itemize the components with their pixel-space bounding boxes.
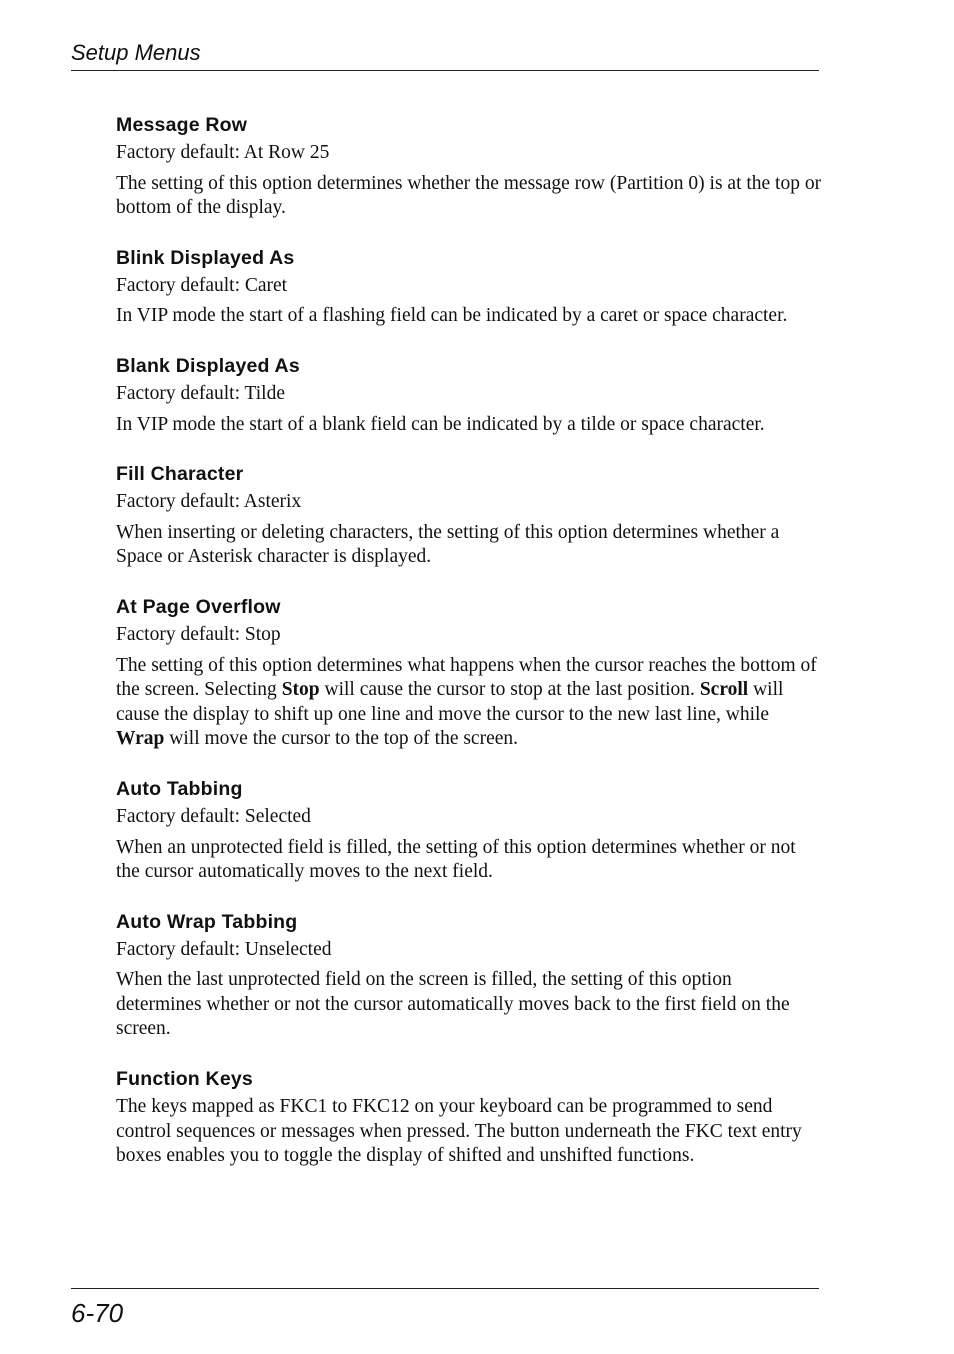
page-content <box>116 112 822 1193</box>
section-heading: Fill Character <box>116 463 244 486</box>
body-text: will cause the display to shift up one line and move the cursor to the new last line, while <box>116 679 784 725</box>
section-heading: Function Keys <box>116 1068 253 1091</box>
section-body: When an unprotected field is filled, the setting of this option determines whether or not the cursor automatically moves to the next field. <box>116 836 796 883</box>
section-heading: Message Row <box>116 114 248 136</box>
option-wrap: Wrap <box>116 728 165 750</box>
footer-rule <box>71 1288 819 1289</box>
section-body: The setting of this option determines whether the message row (Partition 0) is at the top or bottom of the display. <box>116 172 822 219</box>
section-auto-tabbing <box>116 776 822 885</box>
section-auto-wrap-tabbing <box>116 909 822 1042</box>
option-scroll: Scroll <box>699 679 749 701</box>
section-blink-displayed-as <box>116 245 822 329</box>
section-heading: Auto Wrap Tabbing <box>116 910 298 933</box>
section-at-page-overflow <box>116 594 822 752</box>
factory-default: Factory default: Unselected <box>116 938 332 960</box>
page-number: 6-70 <box>71 1298 124 1328</box>
section-body: When inserting or deleting characters, the setting of this option determines whether a Space or Asterisk character is displayed. <box>116 521 780 568</box>
body-text: will move the cursor to the top of the screen. <box>164 728 519 750</box>
factory-default: Factory default: Tilde <box>116 382 285 404</box>
body-text: The setting of this option determines what happens when the cursor reaches the bottom of the screen. Selecting <box>116 654 817 701</box>
section-heading: Blink Displayed As <box>116 246 295 269</box>
section-body: In VIP mode the start of a blank field can be indicated by a tilde or space character. <box>116 413 765 435</box>
factory-default: Factory default: At Row 25 <box>116 142 330 163</box>
section-heading: At Page Overflow <box>116 595 281 618</box>
factory-default: Factory default: Selected <box>116 805 311 827</box>
body-text: will cause the cursor to stop at the last position. <box>319 679 700 701</box>
factory-default: Factory default: Caret <box>116 274 288 296</box>
option-stop: Stop <box>281 679 320 701</box>
section-heading: Blank Displayed As <box>116 354 300 377</box>
section-body: In VIP mode the start of a flashing field can be indicated by a caret or space character. <box>116 305 788 327</box>
section-body: When the last unprotected field on the screen is filled, the setting of this option determines whether or not the cursor automatically moves back to the first field on the screen. <box>116 969 790 1040</box>
section-message-row <box>116 112 822 221</box>
section-function-keys <box>116 1066 822 1169</box>
factory-default: Factory default: Asterix <box>116 491 302 513</box>
section-heading: Auto Tabbing <box>116 777 243 800</box>
section-body <box>116 654 822 752</box>
section-fill-character <box>116 461 822 570</box>
section-blank-displayed-as <box>116 353 822 437</box>
factory-default: Factory default: Stop <box>116 623 281 645</box>
running-header: Setup Menus <box>71 40 201 65</box>
header-rule <box>71 70 819 71</box>
section-body: The keys mapped as FKC1 to FKC12 on your keyboard can be programmed to send control sequences or messages when pressed. The button underneath the FKC text entry boxes enables you to toggle the display of shifted and unshifted functions. <box>116 1096 802 1167</box>
